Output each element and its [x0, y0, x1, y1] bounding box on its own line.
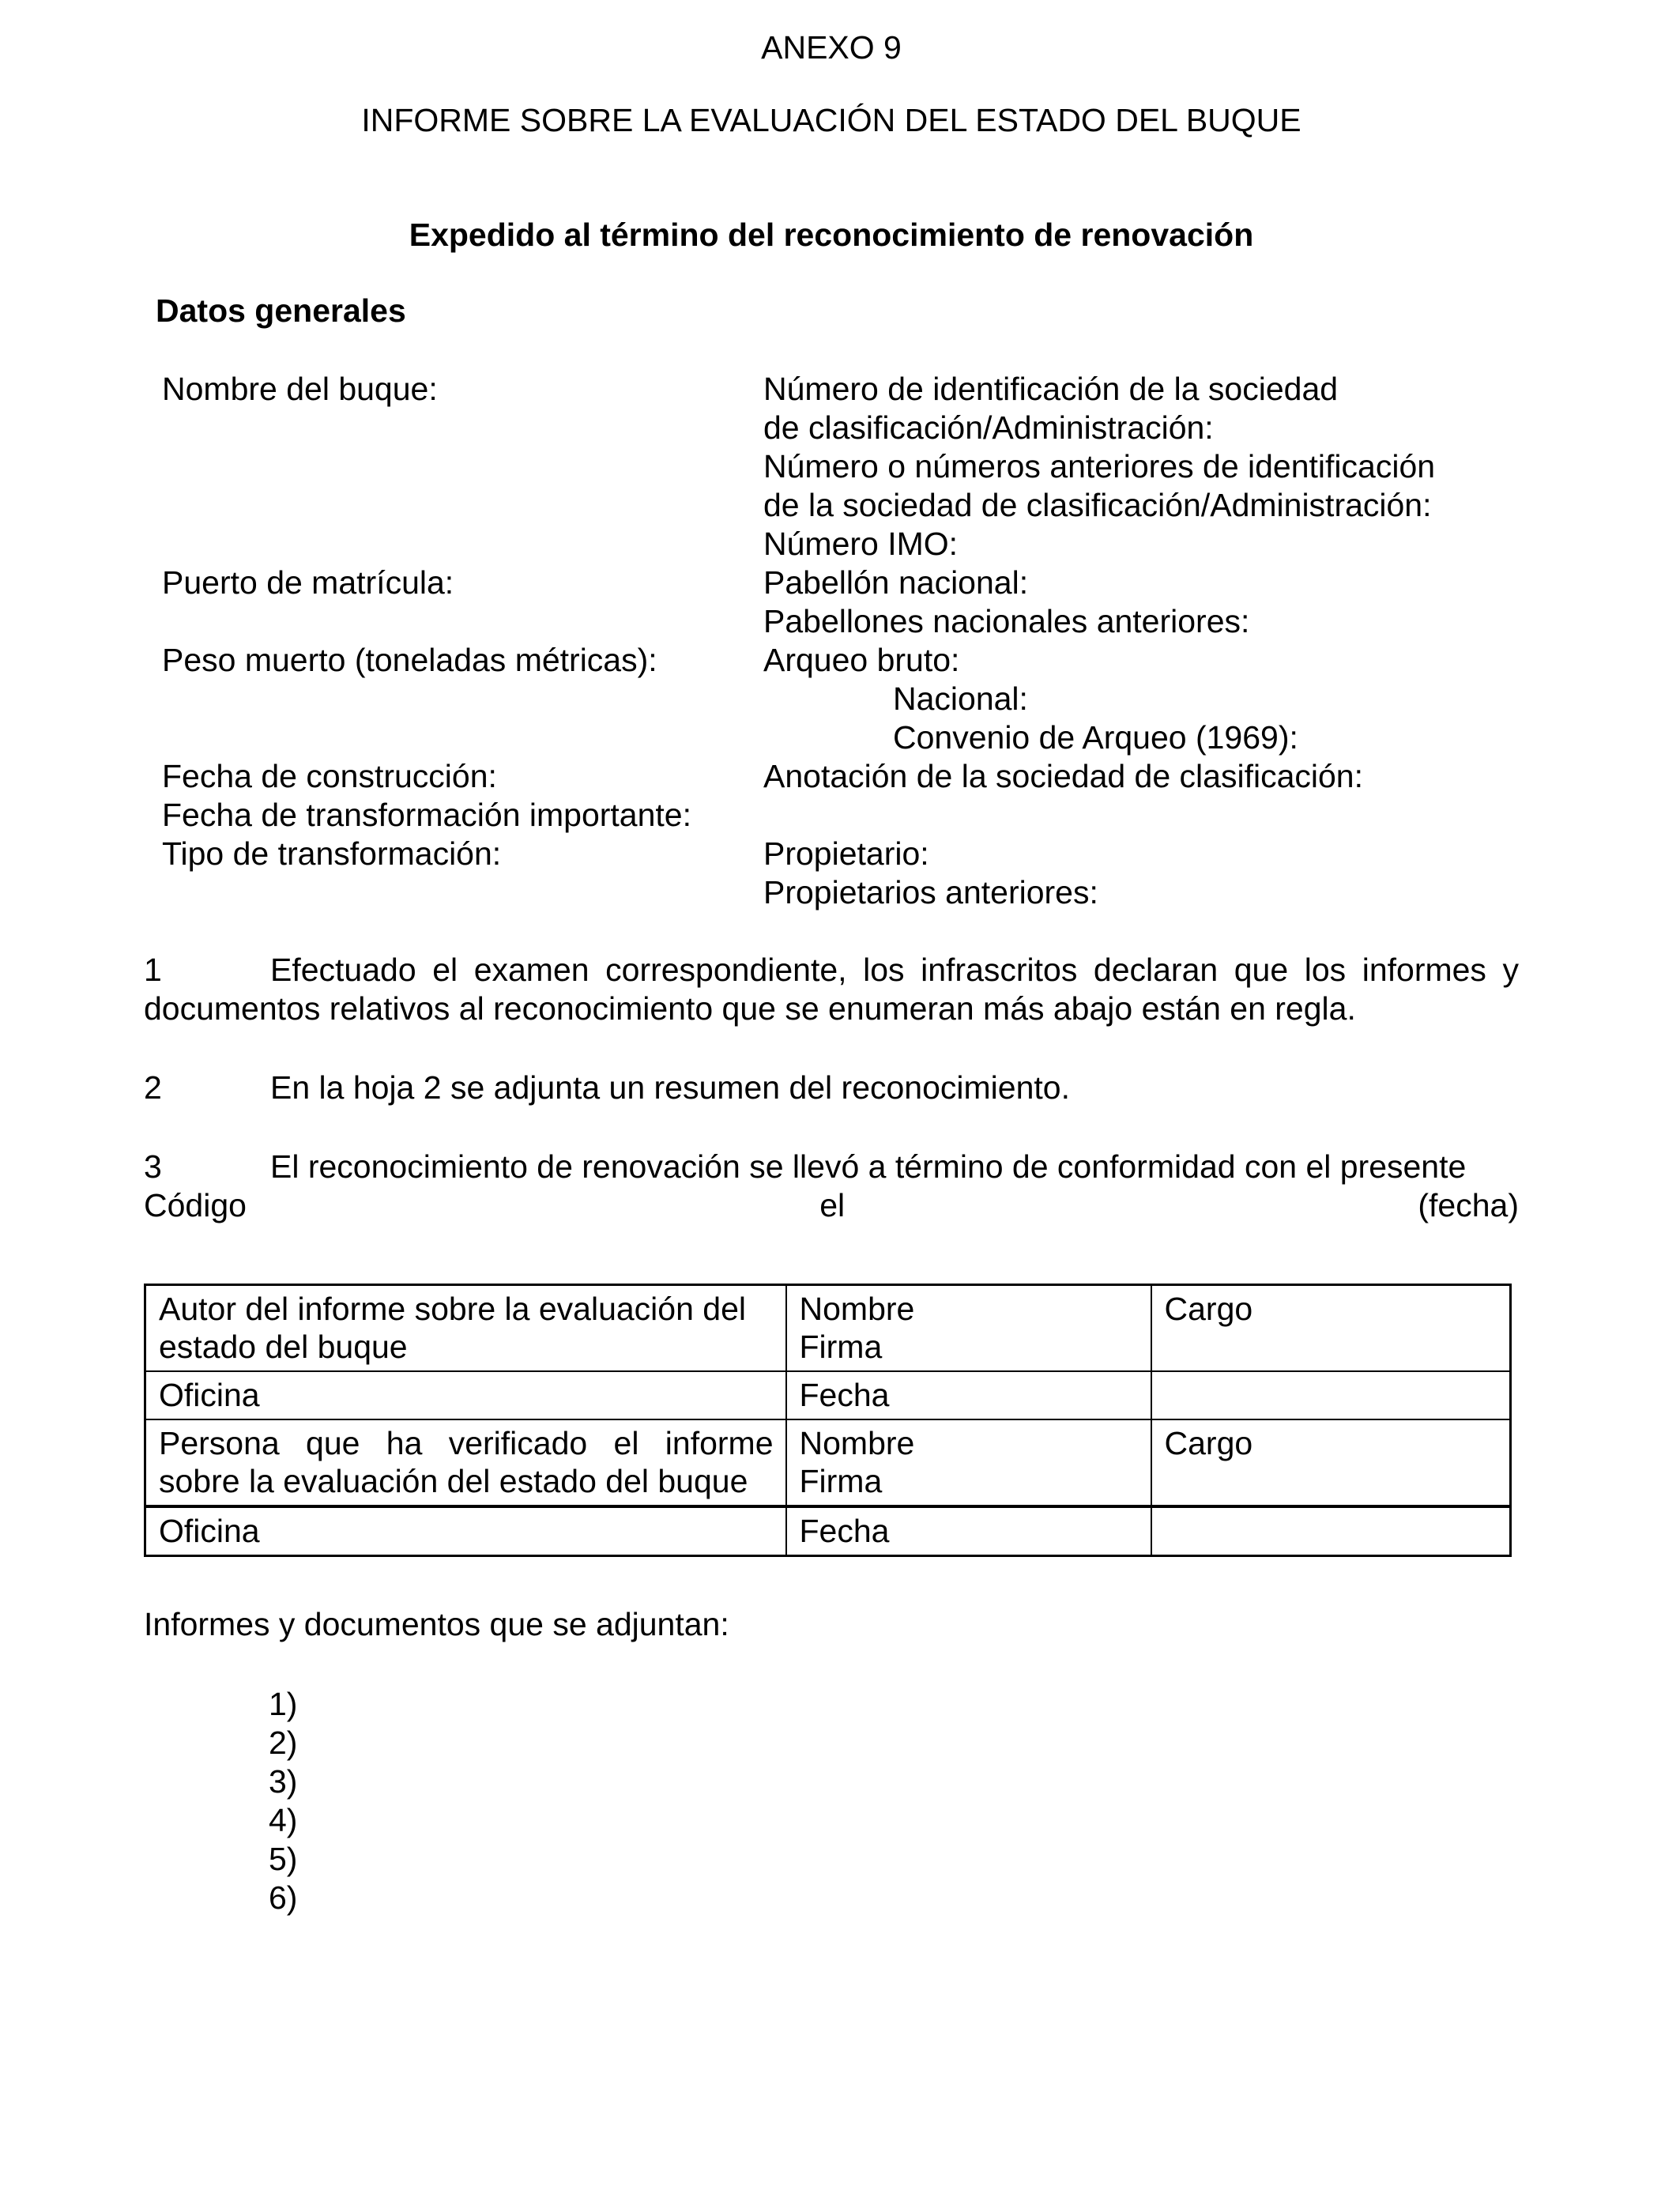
data-row	[144, 680, 1519, 718]
data-row	[144, 873, 1519, 912]
document-content	[144, 28, 1519, 1917]
field-label-left: Puerto de matrícula:	[162, 564, 454, 601]
signature-label: Firma	[799, 1463, 883, 1499]
paragraph-number: 1	[144, 952, 162, 988]
name-label: Nombre	[799, 1425, 915, 1461]
field-label-right: de la sociedad de clasificación/Administración:	[763, 487, 1432, 523]
field-label-right: Arqueo bruto:	[763, 642, 960, 678]
paragraph-3-continuation-line	[144, 1186, 1519, 1225]
annex-title: ANEXO 9	[761, 29, 902, 66]
field-label-left	[144, 680, 763, 718]
cell-empty	[1151, 1371, 1511, 1419]
paragraph-text: En la hoja 2 se adjunta un resumen del reconocimiento.	[270, 1069, 1070, 1106]
name-label: Nombre	[799, 1291, 915, 1327]
field-label-right: Pabellones nacionales anteriores:	[763, 603, 1250, 639]
attachment-item: 6)	[269, 1879, 298, 1916]
paragraph-text: Efectuado el examen correspondiente, los infrascritos declaran que los informes y documentos relativos al reconocimiento que se enumeran más abajo están en regla.	[144, 952, 1519, 1027]
main-title: INFORME SOBRE LA EVALUACIÓN DEL ESTADO DEL BUQUE	[361, 102, 1301, 138]
field-label-right: Número de identificación de la sociedad	[763, 371, 1339, 407]
general-data-section	[144, 370, 1519, 912]
field-label-right: Propietarios anteriores:	[763, 874, 1098, 910]
cell-office-label: Oficina	[145, 1371, 786, 1419]
data-row	[144, 486, 1519, 525]
cell-name-signature	[786, 1419, 1151, 1506]
field-label-left: Fecha de construcción:	[162, 758, 497, 794]
data-row	[144, 641, 1519, 680]
attachment-item: 1)	[269, 1686, 298, 1722]
attachment-item: 4)	[269, 1802, 298, 1838]
field-label-right: Anotación de la sociedad de clasificación:	[763, 758, 1363, 794]
paragraph-number: 2	[144, 1069, 162, 1106]
section-heading-datos-generales: Datos generales	[156, 292, 406, 329]
table-row-verifier	[145, 1419, 1511, 1506]
signature-label: Firma	[799, 1329, 883, 1365]
data-row	[144, 835, 1519, 873]
data-row	[144, 718, 1519, 757]
field-label-left	[144, 409, 763, 447]
data-row	[144, 525, 1519, 564]
field-label-right	[763, 796, 1519, 835]
field-label-right: Propietario:	[763, 835, 929, 872]
paragraph-number: 3	[144, 1148, 162, 1185]
continuation-middle-el: el	[819, 1187, 846, 1223]
field-label-left	[144, 873, 763, 912]
attachment-item: 5)	[269, 1841, 298, 1877]
field-label-right: Número o números anteriores de identificación	[763, 448, 1436, 484]
numbered-paragraph-2	[144, 1069, 1519, 1107]
cell-position-label: Cargo	[1151, 1419, 1511, 1506]
attachment-item: 3)	[269, 1763, 298, 1800]
cell-verifier-label: Persona que ha verificado el informe sobre la evaluación del estado del buque	[145, 1419, 786, 1506]
cell-author-label: Autor del informe sobre la evaluación del estado del buque	[145, 1285, 786, 1372]
attachment-item: 2)	[269, 1725, 298, 1761]
cell-empty	[1151, 1506, 1511, 1556]
cell-date-label	[786, 1506, 1151, 1556]
field-label-left	[144, 602, 763, 641]
data-row	[144, 447, 1519, 486]
date-label: Fecha	[799, 1377, 890, 1413]
field-label-left: Fecha de transformación importante:	[162, 797, 691, 833]
continuation-right-fecha: (fecha)	[1418, 1187, 1519, 1223]
numbered-paragraph-3	[144, 1148, 1519, 1186]
cell-date-label	[786, 1371, 1151, 1419]
attachments-heading: Informes y documentos que se adjuntan:	[144, 1606, 729, 1642]
field-label-left: Tipo de transformación:	[162, 835, 502, 872]
field-label-left	[144, 486, 763, 525]
data-row	[144, 796, 1519, 835]
field-label-right: Pabellón nacional:	[763, 564, 1029, 601]
field-label-left: Peso muerto (toneladas métricas):	[162, 642, 657, 678]
numbered-paragraph-1	[144, 951, 1519, 1028]
data-row	[144, 370, 1519, 409]
field-label-left	[144, 447, 763, 486]
table-row-office	[145, 1371, 1511, 1419]
field-label-right: de clasificación/Administración:	[763, 409, 1214, 446]
field-label-left	[144, 718, 763, 757]
table-row-office	[145, 1506, 1511, 1556]
attachments-list	[269, 1685, 1519, 1917]
cell-position-label: Cargo	[1151, 1285, 1511, 1372]
date-label: Fecha	[799, 1513, 890, 1549]
paragraph-text: El reconocimiento de renovación se llevó a término de conformidad con el presente	[270, 1148, 1467, 1185]
signature-table	[144, 1284, 1512, 1557]
data-row	[144, 564, 1519, 602]
field-label-left	[144, 525, 763, 564]
subtitle: Expedido al término del reconocimiento de renovación	[409, 217, 1254, 253]
field-label-left: Nombre del buque:	[162, 371, 438, 407]
data-row	[144, 409, 1519, 447]
cell-name-signature	[786, 1285, 1151, 1372]
table-row-author	[145, 1285, 1511, 1372]
data-row	[144, 757, 1519, 796]
data-row	[144, 602, 1519, 641]
cell-office-label: Oficina	[145, 1506, 786, 1556]
field-label-right: Número IMO:	[763, 526, 959, 562]
field-label-right-indented: Nacional:	[893, 680, 1028, 717]
continuation-left-codigo: Código	[144, 1187, 247, 1223]
field-label-right-indented: Convenio de Arqueo (1969):	[893, 719, 1298, 756]
